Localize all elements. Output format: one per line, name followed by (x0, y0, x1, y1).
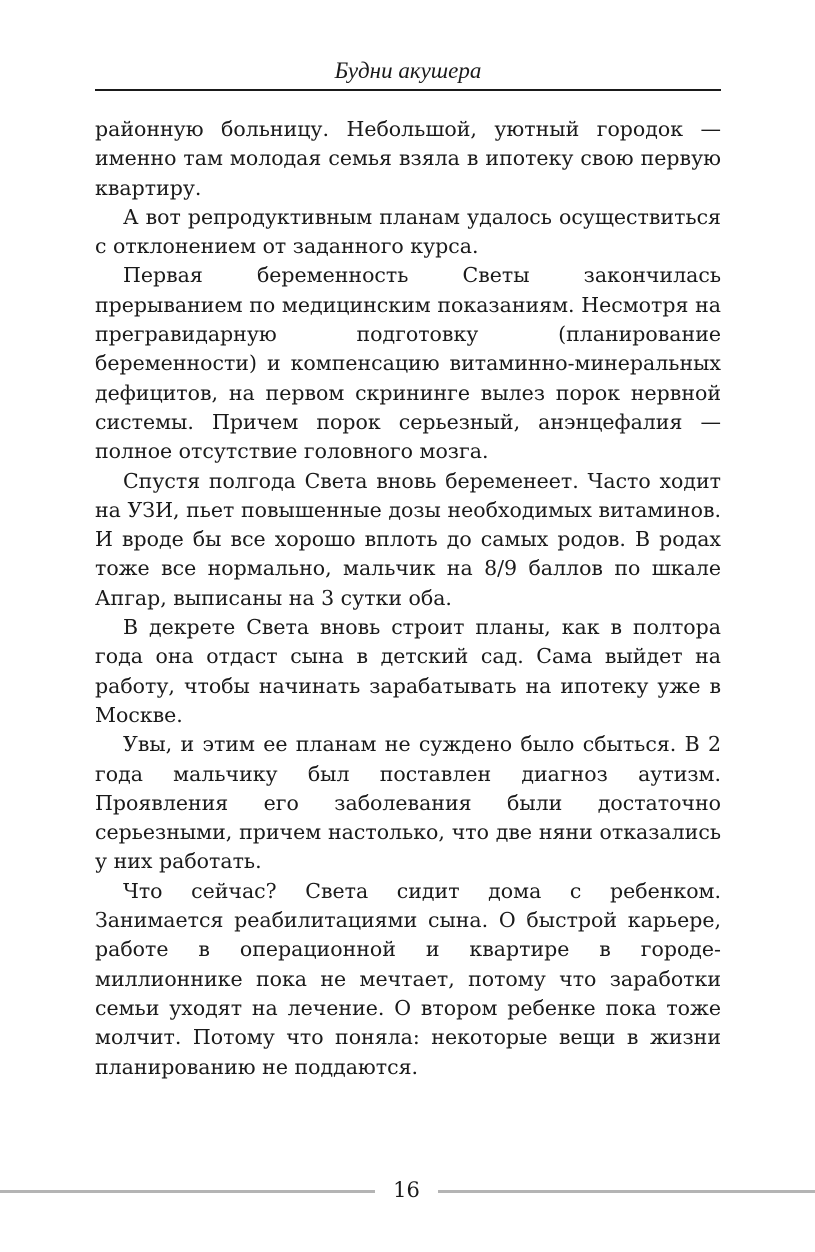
page-footer (0, 1175, 815, 1205)
paragraph-4: Спустя полгода Света вновь беременеет. Часто ходит на УЗИ, пьет повышенные дозы необходимых витаминов. И вроде бы все хорошо вплоть до самых родов. В родах тоже все нормально, мальчик на 8/9 баллов по шкале Апгар, выписаны на 3 сутки оба. (95, 468, 721, 610)
body-text (95, 115, 721, 1082)
paragraph-7: Что сейчас? Света сидит дома с ребенком. Занимается реабилитациями сына. О быстрой карьере, работе в операционной и квартире в городе-миллионнике пока не мечтает, потому что заработки семьи уходят на лечение. О втором ребенке пока тоже молчит. Потому что поняла: некоторые вещи в жизни планированию не поддаются. (95, 878, 721, 1079)
page-number: 16 (393, 1178, 420, 1202)
footer-rule-left (0, 1190, 375, 1193)
running-header-title: Будни акушера (334, 58, 482, 83)
paragraph-3: Первая беременность Светы закончилась прерыванием по медицинским показаниям. Несмотря на прегравидарную подготовку (планирование беременности) и компенсацию витаминно-минеральных дефицитов, на первом скрининге вылез порок нервной системы. Причем порок серьезный, анэнцефалия — полное отсутствие головного мозга. (95, 263, 721, 464)
paragraph-1: районную больницу. Небольшой, уютный городок — именно там молодая семья взяла в ипотеку свою первую квартиру. (95, 117, 721, 200)
paragraph-5: В декрете Света вновь строит планы, как в полтора года она отдаст сына в детский сад. Сама выйдет на работу, чтобы начинать зарабатывать на ипотеку уже в Москве. (95, 615, 721, 727)
paragraph-6: Увы, и этим ее планам не суждено было сбыться. В 2 года мальчику был поставлен диагноз аутизм. Проявления его заболевания были достаточно серьезными, причем настолько, что две няни отказались у них работать. (95, 732, 721, 874)
paragraph-2: А вот репродуктивным планам удалось осуществиться с отклонением от заданного курса. (95, 204, 721, 259)
header-rule (95, 89, 721, 91)
footer-rule-right (438, 1190, 815, 1193)
